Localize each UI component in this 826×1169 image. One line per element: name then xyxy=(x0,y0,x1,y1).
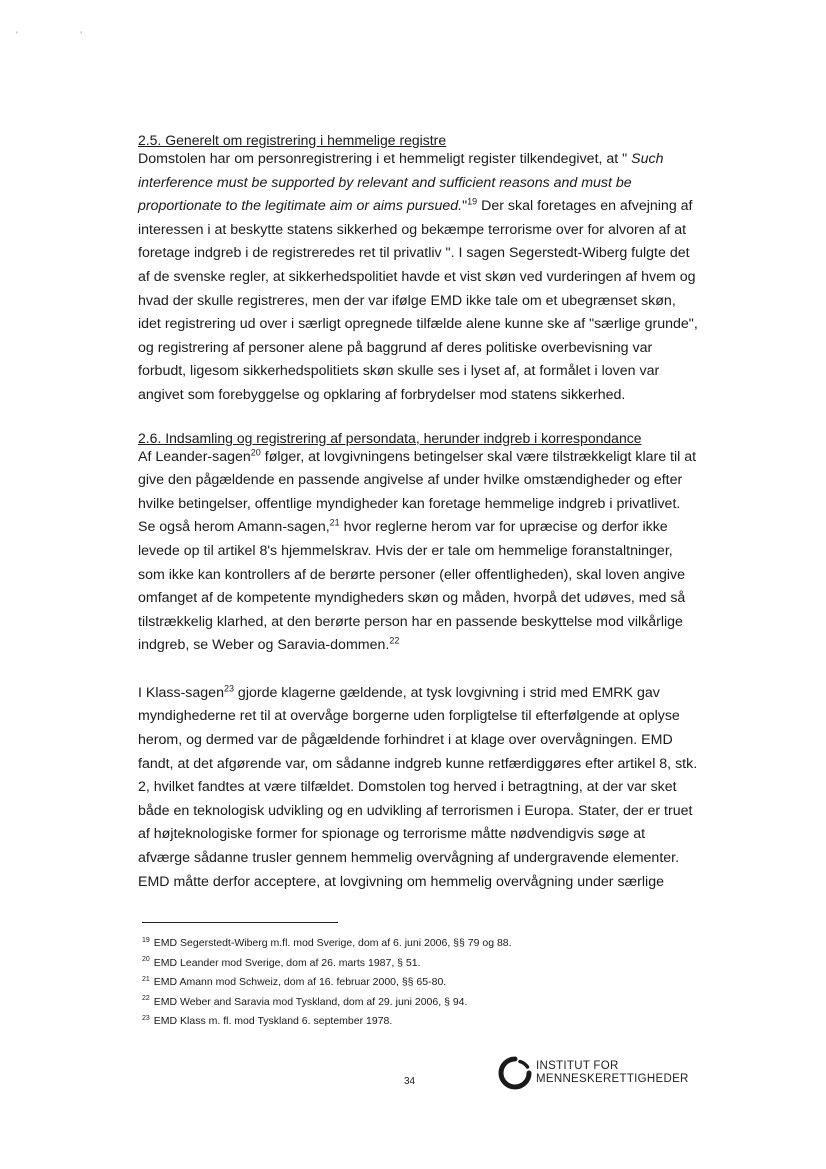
footnote-number: 21 xyxy=(142,975,150,983)
footnote-22 xyxy=(142,993,702,1013)
text-run: " xyxy=(462,198,468,215)
footnote-number: 19 xyxy=(142,936,150,944)
institute-name-line2: MENNESKERETTIGHEDER xyxy=(536,1073,689,1085)
institute-name-line1: INSTITUT FOR xyxy=(536,1060,619,1072)
text-run: Der skal foretages en afvejning af interessen i at beskytte statens sikkerhed og bekæmpe terrorisme over for alvoren af at foretage indgreb i de registreredes ret til privatliv ". I sagen Segerstedt-Wiberg fulgte det af de svenske regler, at sikkerhedspolitiet havde et vist skøn ved vurderingen af hvem og hvad der skulle registreres, men der var ifølge EMD ikke tale om et ubegrænset skøn, idet registrering ud over i særligt opregnede tilfælde alene kunne ske af "særlige grunde", og registrering af personer alene på baggrund af deres politiske overbevisning var forbudt, ligesom sikkerhedspolitiets skøn skulle ses i lyset af, at formålet i loven var angivet som forebyggelse og opklaring af forbrydelser mod statens sikkerhed. xyxy=(138,198,698,403)
footnote-ref-22[interactable]: 22 xyxy=(389,635,400,646)
footnote-ref-19[interactable]: 19 xyxy=(467,196,478,207)
footnote-number: 23 xyxy=(142,1014,150,1022)
footnote-number: 20 xyxy=(142,956,150,964)
text-run: Af Leander-sagen xyxy=(138,448,251,465)
institute-logo xyxy=(498,1056,689,1090)
paragraph-2-6-a xyxy=(138,446,698,658)
section-heading-2-6: 2.6. Indsamling og registrering af persondata, herunder indgreb i korrespondance xyxy=(138,429,642,446)
scan-mark: ' xyxy=(80,30,82,40)
footnote-ref-21[interactable]: 21 xyxy=(329,517,340,528)
footnote-20 xyxy=(142,954,702,974)
footnote-text: EMD Weber and Saravia mod Tyskland, dom af 29. juni 2006, § 94. xyxy=(153,995,468,1008)
footnote-19 xyxy=(142,934,702,954)
footnote-text: EMD Amann mod Schweiz, dom af 16. februar 2000, §§ 65-80. xyxy=(153,976,447,989)
scan-marks xyxy=(16,30,142,40)
footnote-number: 22 xyxy=(142,995,150,1003)
text-run: hvor reglerne herom var for upræcise og derfor ikke levede op til artikel 8's hjemmelskrav. Hvis der er tale om hemmelige foranstaltninger, som ikke kan kontrollers af de berørte personer (eller offentligheden), skal loven angive omfanget af de kompetente myndigheders skøn og måden, hvorpå det udøves, med så tilstrækkelig klarhed, at den berørte person har en passende beskyttelse mod vilkårlige indgreb, se Weber og Saravia-dommen. xyxy=(138,519,686,654)
quote-text: Such interference must be supported by relevant and sufficient reasons and must be proportionate to the legitimate aim or aims pursued. xyxy=(138,151,664,215)
page-number: 34 xyxy=(404,1076,416,1087)
text-run: I Klass-sagen xyxy=(138,684,224,701)
footnote-text: EMD Segerstedt-Wiberg m.fl. mod Sverige, dom af 6. juni 2006, §§ 79 og 88. xyxy=(153,937,512,949)
scan-mark: ' xyxy=(16,30,18,40)
paragraph-2-6-b xyxy=(138,682,698,894)
paragraph-2-5 xyxy=(138,148,698,408)
section-heading-2-5: 2.5. Generelt om registrering i hemmelige registre xyxy=(138,132,447,148)
institute-name xyxy=(536,1060,689,1086)
footnote-text: EMD Klass m. fl. mod Tyskland 6. september 1978. xyxy=(153,1015,393,1028)
footnote-23 xyxy=(142,1012,702,1032)
footnote-ref-20[interactable]: 20 xyxy=(250,446,261,457)
footnote-divider xyxy=(142,922,338,923)
footnote-ref-23[interactable]: 23 xyxy=(223,683,234,694)
text-run: følger, at lovgivningens betingelser skal være tilstrækkeligt klare til at give den pågældende en passende angivelse af under hvilke omstændigheder og efter hvilke betingelser, offentlige myndigheder kan foretage hemmelige indgreb i privatlivet. Se også herom Amann-sagen, xyxy=(138,448,697,536)
text-run: Domstolen har om personregistrering i et hemmeligt register tilkendegivet, at " xyxy=(138,151,632,167)
page-body xyxy=(138,132,698,894)
footnotes xyxy=(142,934,702,1032)
institute-ring-logo-icon xyxy=(498,1056,532,1090)
text-run: gjorde klagerne gældende, at tysk lovgivning i strid med EMRK gav myndighederne ret til at overvåge borgerne uden forpligtelse til efterfølgende at oplyse herom, og dermed var de pågældende forhindret i at klage over overvågningen. EMD fandt, at det afgørende var, om sådanne indgreb kunne retfærdiggøres efter artikel 8, stk. 2, hvilket fandtes at være tilfældet. Domstolen tog herved i betragtning, at der var sket både en teknologisk udvikling og en udvikling af terrorismen i Europa. Stater, der er truet af højteknologiske former for spionage og terrorisme måtte nødvendigvis søge at afværge sådanne trusler gennem hemmelig overvågning af undergravende elementer. EMD måtte derfor acceptere, at lovgivning om hemmelig overvågning under særlige xyxy=(138,684,698,890)
footnote-text: EMD Leander mod Sverige, dom af 26. marts 1987, § 51. xyxy=(153,956,421,969)
footnote-21 xyxy=(142,973,702,993)
